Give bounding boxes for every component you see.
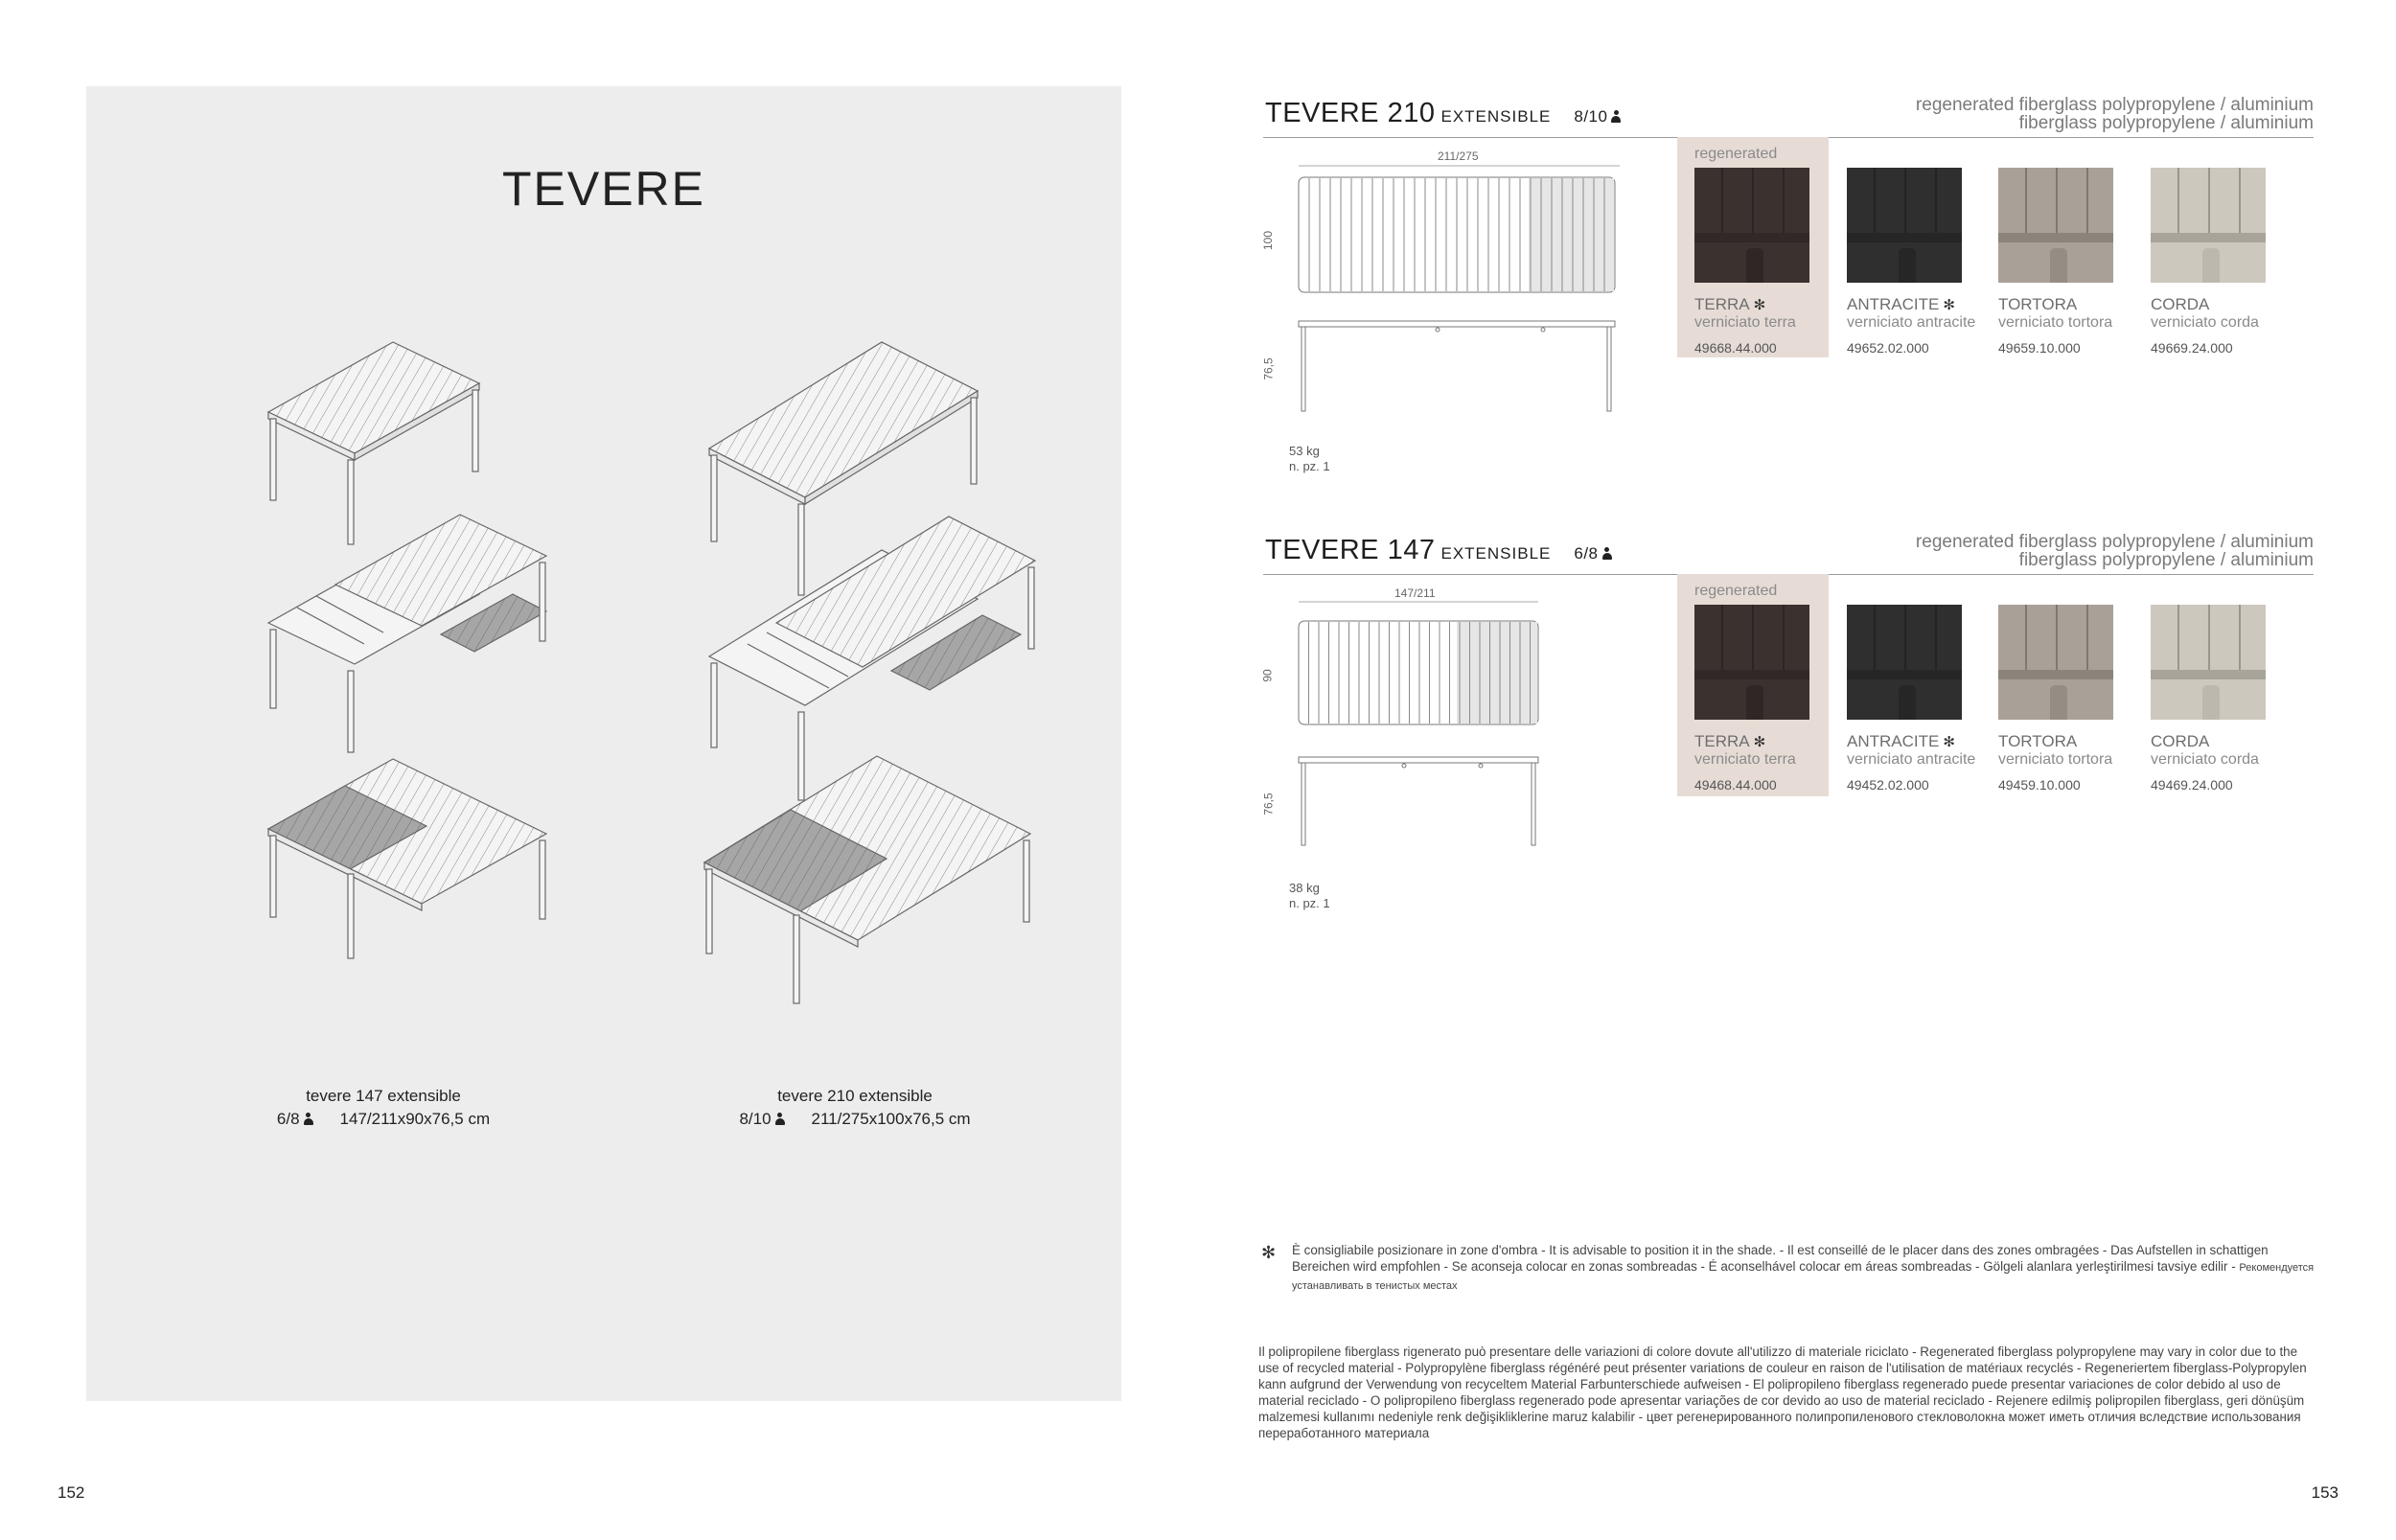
color-name-text: TERRA <box>1694 732 1750 750</box>
product-name: TEVERE 147 <box>1265 535 1436 565</box>
caption-name: tevere 147 extensible <box>306 1087 461 1105</box>
table-210-opening <box>709 517 1035 800</box>
color-name-text: ANTRACITE <box>1847 295 1940 313</box>
color-name <box>1998 295 2077 313</box>
color-finish: verniciato antracite <box>1847 751 1976 768</box>
person-icon <box>1602 547 1612 560</box>
asterisk-icon: ✻ <box>1943 734 1955 750</box>
color-swatch <box>1694 168 1809 283</box>
color-name-text: CORDA <box>2151 732 2210 750</box>
product-capacity: 8/10 <box>1574 107 1608 126</box>
regenerated-label: regenerated <box>1694 583 1778 599</box>
material-standard: fiberglass polypropylene / aluminium <box>2018 113 2314 133</box>
product-code: 49469.24.000 <box>2151 777 2233 793</box>
product-weight-210 <box>1289 444 1330 474</box>
product-materials-210 <box>1916 96 2314 132</box>
color-swatch <box>2151 168 2266 283</box>
pieces-value: n. pz. 1 <box>1289 896 1330 910</box>
caption-tevere-147 <box>230 1085 537 1131</box>
color-finish: verniciato antracite <box>1847 314 1976 331</box>
product-code: 49459.10.000 <box>1998 777 2081 793</box>
color-name-text: TORTORA <box>1998 732 2078 750</box>
table-147-opening <box>268 515 546 752</box>
table-147-extended <box>268 759 546 958</box>
color-finish: verniciato tortora <box>1998 314 2113 331</box>
weight-value: 53 kg <box>1289 444 1320 458</box>
height-dimension: 76,5 <box>1261 357 1276 380</box>
product-extensible: EXTENSIBLE <box>1440 544 1552 563</box>
caption-capacity: 8/10 <box>739 1110 772 1128</box>
material-standard: fiberglass polypropylene / aluminium <box>2018 550 2314 570</box>
color-name <box>1694 732 1765 751</box>
person-icon <box>304 1113 313 1125</box>
product-code: 49652.02.000 <box>1847 340 1929 356</box>
page-number-right: 153 <box>2311 1483 2338 1502</box>
color-name-text: ANTRACITE <box>1847 732 1940 750</box>
table-147-closed <box>268 342 479 544</box>
depth-dimension: 90 <box>1260 669 1275 682</box>
person-icon <box>775 1113 785 1125</box>
height-dimension: 76,5 <box>1261 793 1276 816</box>
product-materials-147 <box>1916 533 2314 569</box>
asterisk-icon: ✻ <box>1943 297 1955 313</box>
table-210-extended <box>704 756 1030 1003</box>
color-name <box>1847 732 1955 751</box>
color-finish: verniciato terra <box>1694 751 1796 768</box>
top-dimension: 147/211 <box>1394 586 1436 600</box>
product-weight-147 <box>1289 881 1330 911</box>
color-finish: verniciato tortora <box>1998 751 2113 768</box>
color-finish: verniciato terra <box>1694 314 1796 331</box>
top-dimension: 211/275 <box>1438 149 1479 163</box>
color-swatch <box>1998 168 2113 283</box>
product-title-210 <box>1265 98 1621 129</box>
color-swatch <box>1694 605 1809 720</box>
depth-dimension: 100 <box>1261 230 1276 251</box>
color-finish: verniciato corda <box>2151 751 2259 768</box>
material-regenerated: regenerated fiberglass polypropylene / aluminium <box>1915 532 2314 552</box>
color-variation-note: Il polipropilene fiberglass rigenerato può presentare delle variazioni di colore dovute all'utilizzo di materiale riciclato - Regenerated fiberglass polypropylene may vary in color due to the use of recycled material - Polypropylène fiberglass régénéré peut présenter variations de couleur en raison de l'utilisation de matériaux recyclés - Regeneriertem fiberglass-Polypropylen kann aufgrund der Verwendung von recyceltem Material Farbunterschiede aufweisen - El polipropileno fiberglass regenerado puede presentar variaciones de color debido al uso de material reciclado - O polipropileno fiberglass regenerado pode apresentar variações de cor devido ao uso de material reciclado - Rejenere edilmiş polipropilen fiberglass, geri dönüşüm malzemesi kullanımı nedeniyle renk değişikliklerine maruz kalabilir - цвет регенерированного полипропиленового стекловолокна может иметь отличия вследствие использования переработанного материала <box>1258 1345 2307 1440</box>
color-name-text: CORDA <box>2151 295 2210 313</box>
product-capacity: 6/8 <box>1574 544 1599 563</box>
person-icon <box>1611 110 1621 123</box>
weight-value: 38 kg <box>1289 881 1320 895</box>
caption-tevere-210 <box>702 1085 1008 1131</box>
product-code: 49668.44.000 <box>1694 340 1777 356</box>
color-finish: verniciato corda <box>2151 314 2259 331</box>
color-name <box>1847 295 1955 314</box>
product-extensible: EXTENSIBLE <box>1440 107 1552 126</box>
product-code: 49452.02.000 <box>1847 777 1929 793</box>
page-title: TEVERE <box>501 162 706 216</box>
table-illustrations <box>86 287 1121 1016</box>
regenerated-label: regenerated <box>1694 146 1778 162</box>
asterisk-icon: ✻ <box>1753 297 1766 313</box>
color-name <box>2151 295 2209 313</box>
product-code: 49468.44.000 <box>1694 777 1777 793</box>
color-name <box>2151 732 2209 750</box>
color-name <box>1694 295 1765 314</box>
product-code: 49659.10.000 <box>1998 340 2081 356</box>
technical-drawing-210 <box>1294 158 1629 417</box>
product-name: TEVERE 210 <box>1265 98 1436 128</box>
shade-note-ru: Рекомендуется устанавливать в тенистых местах <box>1292 1262 2315 1292</box>
caption-dimensions: 147/211x90x76,5 cm <box>339 1110 491 1128</box>
technical-drawing-147 <box>1294 594 1553 853</box>
material-regenerated: regenerated fiberglass polypropylene / aluminium <box>1915 95 2314 115</box>
page-number-left: 152 <box>58 1483 85 1502</box>
color-swatch <box>1847 605 1962 720</box>
caption-name: tevere 210 extensible <box>777 1087 933 1105</box>
color-name-text: TERRA <box>1694 295 1750 313</box>
color-name-text: TORTORA <box>1998 295 2078 313</box>
product-title-147 <box>1265 535 1612 566</box>
caption-dimensions: 211/275x100x76,5 cm <box>811 1110 971 1128</box>
pieces-value: n. pz. 1 <box>1289 459 1330 473</box>
color-swatch <box>1847 168 1962 283</box>
product-code: 49669.24.000 <box>2151 340 2233 356</box>
color-swatch <box>2151 605 2266 720</box>
shade-note-text: È consigliabile posizionare in zone d'ombra - It is advisable to position it in the shade. - Il est conseillé de le placer dans des zones ombragées - Das Aufstellen in schattigen Bereichen wird empfohlen - Se aconseja colocar en zonas sombreadas - É aconselhável colocar em áreas sombreadas - Gölgeli alanlara yerleştirilmesi tavsiye edilir - <box>1292 1243 2269 1274</box>
color-swatch <box>1998 605 2113 720</box>
shade-note <box>1292 1242 2317 1295</box>
caption-capacity: 6/8 <box>276 1110 300 1128</box>
asterisk-icon: ✻ <box>1261 1243 1277 1262</box>
color-name <box>1998 732 2077 750</box>
asterisk-icon: ✻ <box>1753 734 1766 750</box>
